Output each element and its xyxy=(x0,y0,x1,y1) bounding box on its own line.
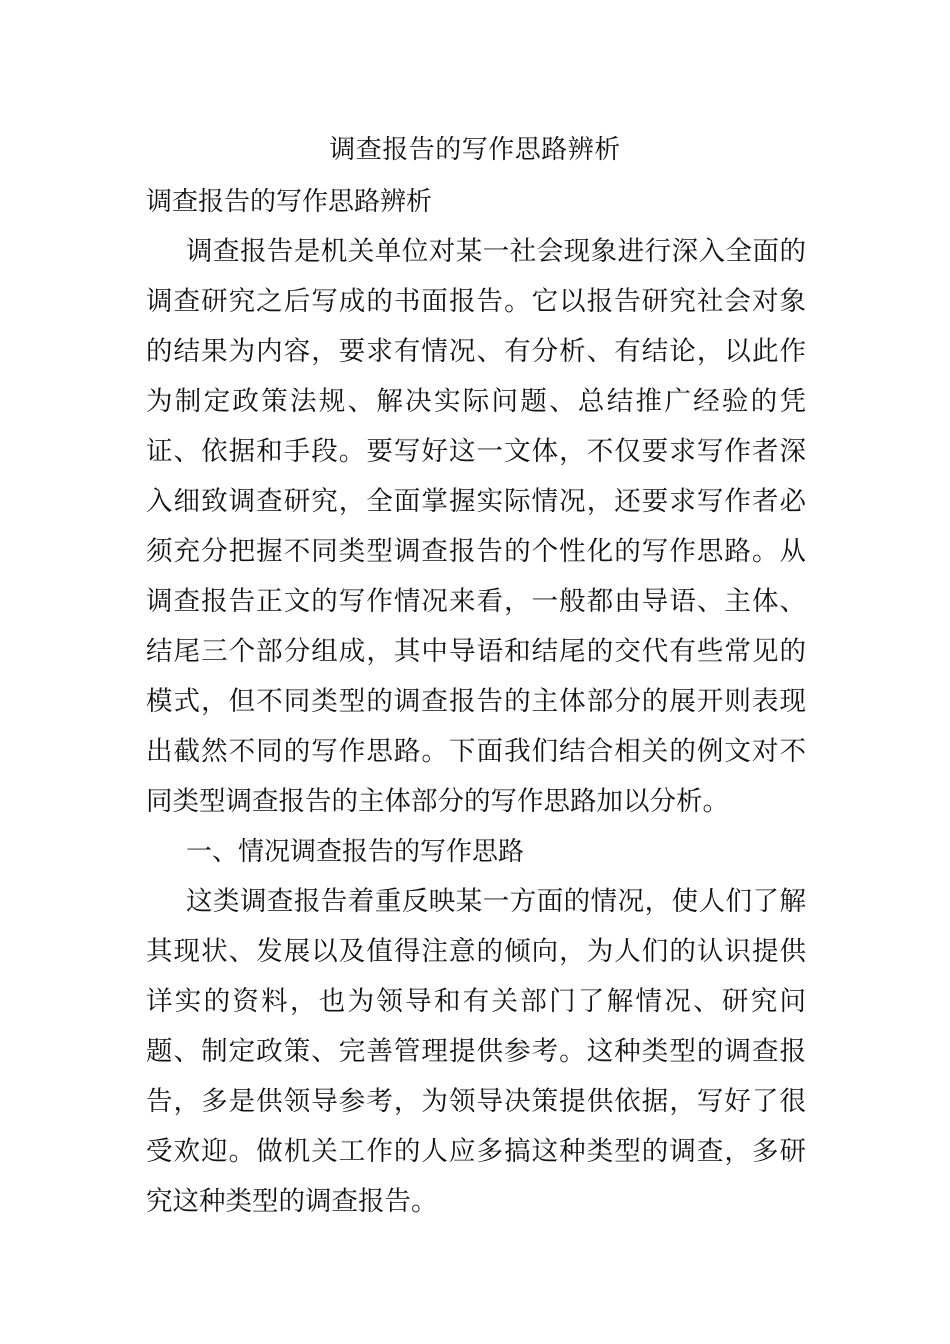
document-body xyxy=(146,177,806,1227)
document-title: 调查报告的写作思路辨析 xyxy=(329,135,621,165)
intro-paragraph: 调查报告是机关单位对某一社会现象进行深入全面的调查研究之后写成的书面报告。它以报告研究社会对象的结果为内容，要求有情况、有分析、有结论，以此作为制定政策法规、解决实际问题、总结推广经验的凭证、依据和手段。要写好这一文体，不仅要求写作者深入细致调查研究，全面掌握实际情况，还要求写作者必须充分把握不同类型调查报告的个性化的写作思路。从调查报告正文的写作情况来看，一般都由导语、主体、结尾三个部分组成，其中导语和结尾的交代有些常见的模式，但不同类型的调查报告的主体部分的展开则表现出截然不同的写作思路。下面我们结合相关的例文对不同类型调查报告的主体部分的写作思路加以分析。 xyxy=(146,236,806,817)
document-subtitle: 调查报告的写作思路辨析 xyxy=(146,187,433,217)
section-paragraph: 这类调查报告着重反映某一方面的情况，使人们了解其现状、发展以及值得注意的倾向，为人们的认识提供详实的资料，也为领导和有关部门了解情况、研究问题、制定政策、完善管理提供参考。这种类型的调查报告，多是供领导参考，为领导决策提供依据，写好了很受欢迎。做机关工作的人应多搞这种类型的调查，多研究这种类型的调查报告。 xyxy=(146,886,806,1217)
section-heading: 一、情况调查报告的写作思路 xyxy=(186,837,525,867)
